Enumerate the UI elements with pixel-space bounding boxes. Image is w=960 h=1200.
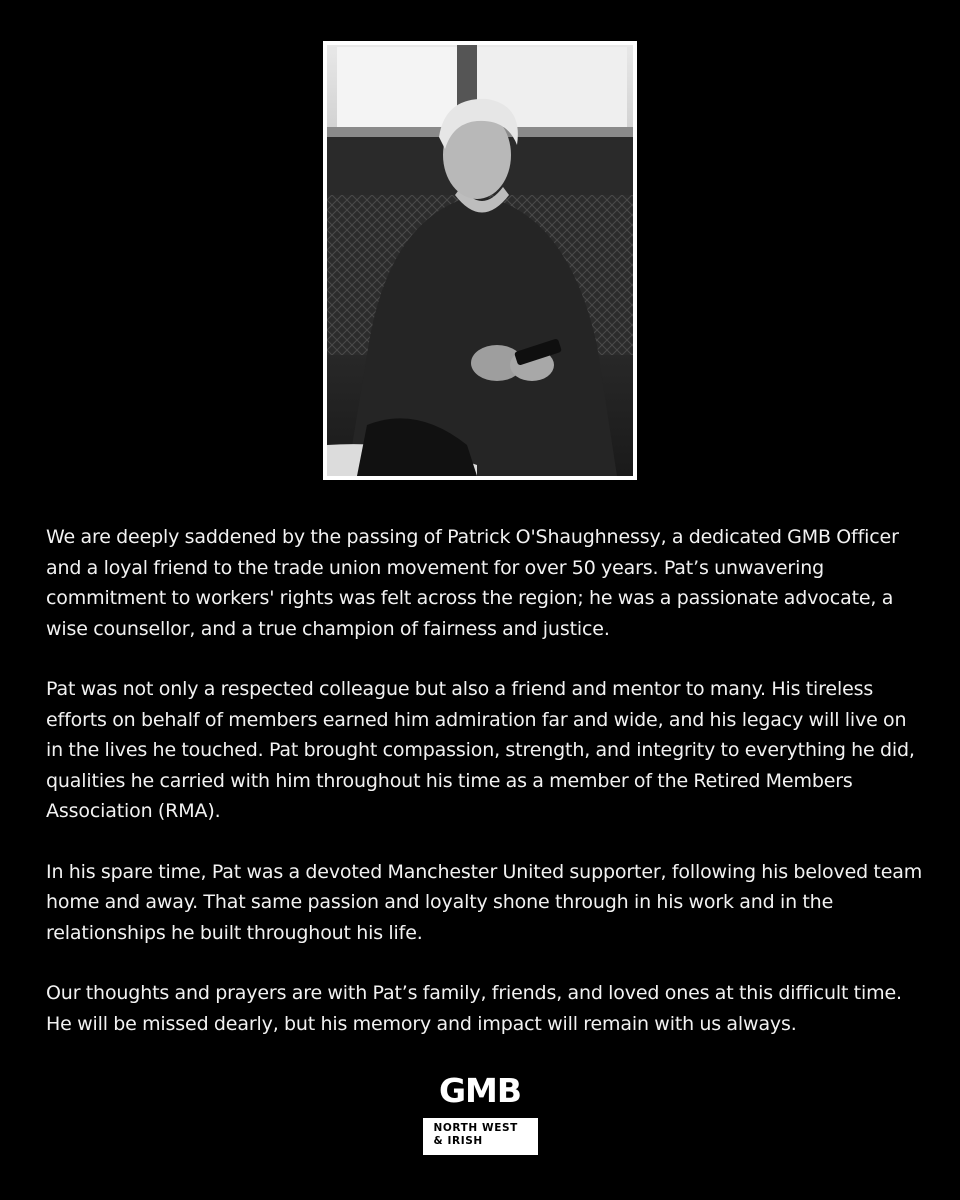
tribute-paragraph-1: We are deeply saddened by the passing of Patrick O'Shaughnessy, a dedicated GMB Officer and a loyal friend to the trade union movement for over 50 years. Pat’s unwavering commitment to workers' rights was felt across the region; he was a passionate advocate, a wise counsellor, and a true champion of fairness and justice. bbox=[46, 526, 899, 640]
region-line-1: NORTH WEST bbox=[433, 1122, 518, 1134]
memorial-photo-frame bbox=[323, 41, 637, 480]
person-photo-icon bbox=[327, 45, 633, 476]
tribute-paragraph-3: In his spare time, Pat was a devoted Manchester United supporter, following his beloved team home and away. That same passion and loyalty shone through in his work and in the relationships he built throughout his life. bbox=[46, 860, 923, 944]
tribute-paragraph-2: Pat was not only a respected colleague but also a friend and mentor to many. His tireless efforts on behalf of members earned him admiration far and wide, and his legacy will live on in the lives he touched. Pat brought compassion, strength, and integrity to everything he did, qualities he carried with him throughout his time as a member of the Retired Members Association (RMA). bbox=[46, 678, 915, 822]
tribute-text bbox=[46, 522, 926, 1069]
region-line-2: & IRISH bbox=[433, 1135, 483, 1147]
tribute-paragraph-4: Our thoughts and prayers are with Pat’s family, friends, and loved ones at this difficult time. He will be missed dearly, but his memory and impact will remain with us always. bbox=[46, 982, 902, 1035]
gmb-wordmark: GMB bbox=[438, 1071, 522, 1110]
gmb-logo bbox=[422, 1072, 538, 1155]
region-badge bbox=[423, 1118, 538, 1155]
